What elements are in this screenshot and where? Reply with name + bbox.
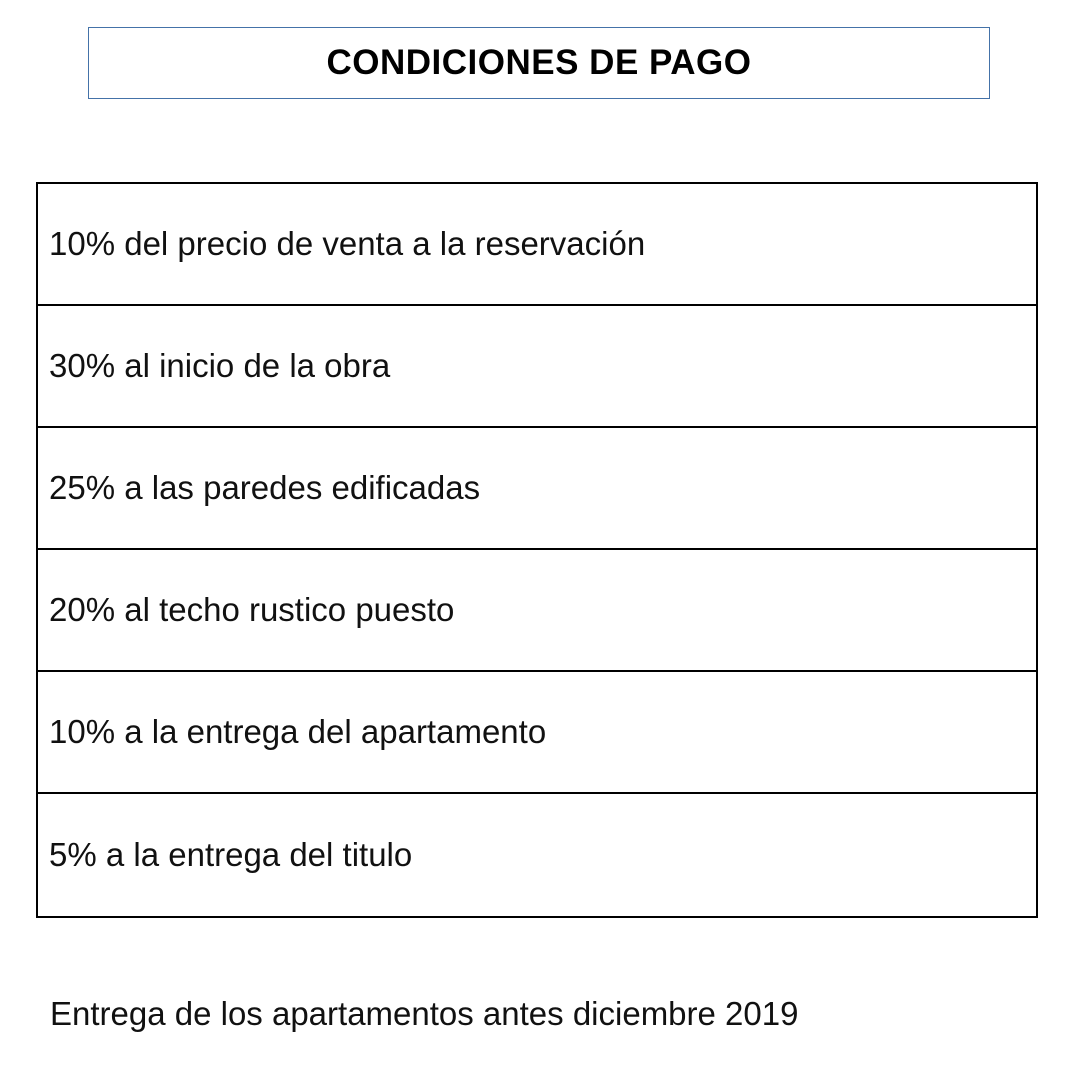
term-text: 5% a la entrega del titulo bbox=[49, 836, 413, 874]
payment-terms-table bbox=[36, 182, 1038, 918]
document-title-box bbox=[88, 27, 990, 99]
term-text: 10% a la entrega del apartamento bbox=[49, 713, 547, 751]
page-title: CONDICIONES DE PAGO bbox=[326, 43, 752, 82]
table-row bbox=[38, 428, 1036, 550]
table-row bbox=[38, 794, 1036, 916]
term-text: 25% a las paredes edificadas bbox=[49, 469, 481, 507]
delivery-note: Entrega de los apartamentos antes diciembre 2019 bbox=[50, 995, 799, 1032]
term-text: 30% al inicio de la obra bbox=[49, 347, 391, 385]
term-text: 10% del precio de venta a la reservación bbox=[49, 225, 646, 263]
table-row bbox=[38, 550, 1036, 672]
table-row bbox=[38, 306, 1036, 428]
table-row bbox=[38, 672, 1036, 794]
table-row bbox=[38, 184, 1036, 306]
term-text: 20% al techo rustico puesto bbox=[49, 591, 455, 629]
